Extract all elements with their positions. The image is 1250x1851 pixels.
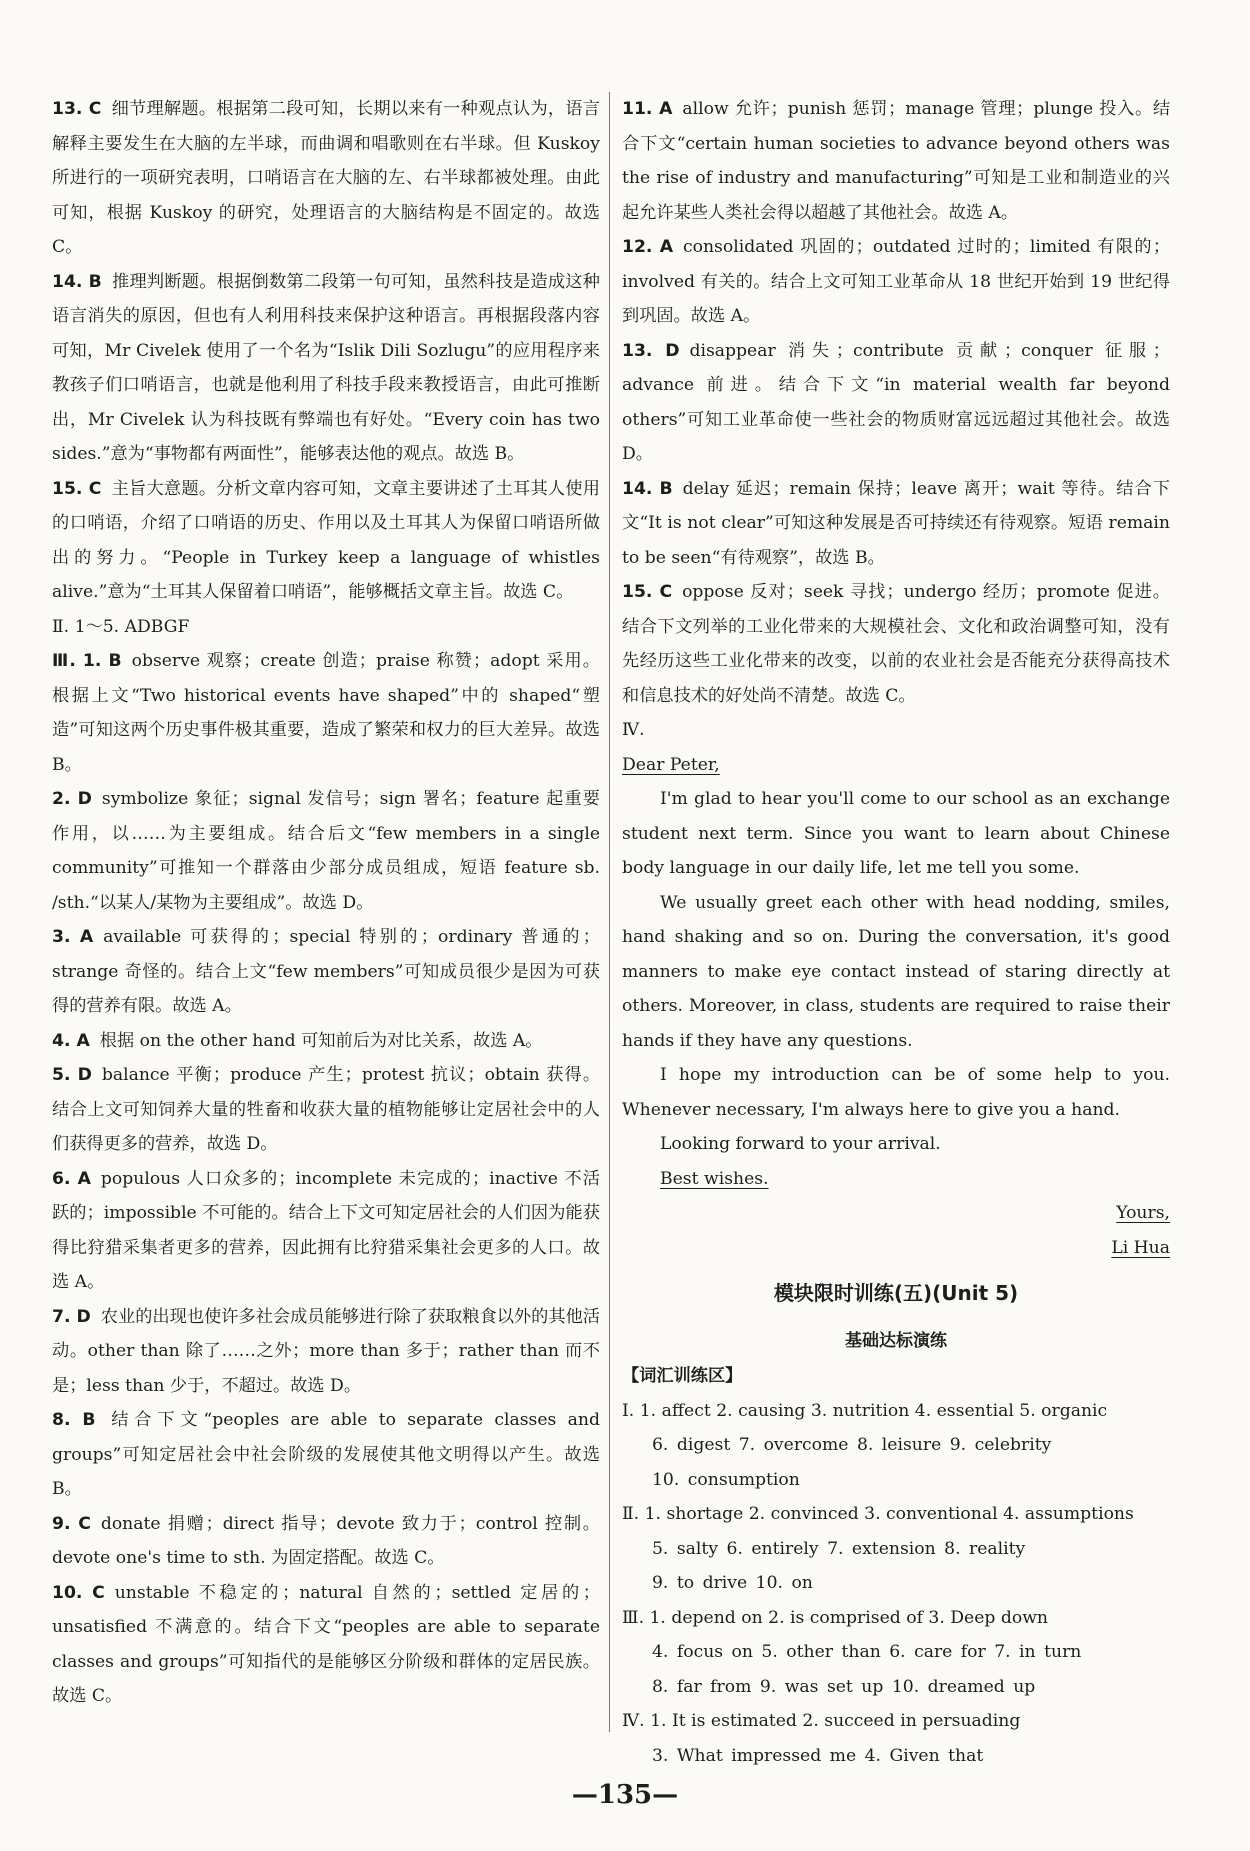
letter-paragraph: We usually greet each other with head nodding, smiles, hand shaking and so on. During the conversation, it's good manners to make eye contact instead of staring directly at others. Moreover, in class, students are required to raise their hands if they have any questions. (622, 892, 1170, 1051)
answer-item: 8. B 结合下文“peoples are able to separate classes and groups”可知定居社会中社会阶级的发展使其他文明得以产生。故选 B。 (52, 1410, 600, 1499)
vocab-answers: Ⅲ. 1. depend on 2. is comprised of 3. Deep down (622, 1607, 1048, 1628)
answer-item: 15. C oppose 反对；seek 寻找；undergo 经历；promote 促进。结合下文列举的工业化带来的大规模社会、文化和政治调整可知，没有先经历这些工业化带来的改变，以前的农业社会是否能充分获得高技术和信息技术的好处尚不清楚。故选 C。 (622, 582, 1170, 706)
letter-sign-off: Yours, (1116, 1203, 1170, 1223)
vocab-answers: 6. digest 7. overcome 8. leisure 9. celebrity (652, 1435, 1052, 1455)
answer-item: 15. C 主旨大意题。分析文章内容可知，文章主要讲述了土耳其人使用的口哨语，介绍了口哨语的历史、作用以及土耳其人为保留口哨语所做出的努力。“People in Turkey keep a language of whistles alive.”意为“土耳其人保留着口哨语”，能够概括文章主旨。故选 C。 (52, 478, 600, 602)
vocab-answers: 4. focus on 5. other than 6. care for 7. in turn (652, 1642, 1082, 1662)
answer-item: 13. D disappear 消失；contribute 贡献；conquer 征服；advance 前进。结合下文“in material wealth far beyond others”可知工业革命使一些社会的物质财富远远超过其他社会。故选 D。 (622, 340, 1170, 464)
answer-item: 6. A populous 人口众多的；incomplete 未完成的；inactive 不活跃的；impossible 不可能的。结合上下文可知定居社会的人们因为能获得比狩猎采集者更多的营养，因此拥有比狩猎采集社会更多的人口。故选 A。 (52, 1168, 600, 1292)
letter-signature: Li Hua (1111, 1237, 1170, 1258)
answer-item: 7. D 农业的出现也使许多社会成员能够进行除了获取粮食以外的其他活动。other than 除了……之外；more than 多于；rather than 而不是；less than 少于，不超过。故选 D。 (52, 1306, 600, 1396)
left-column (52, 92, 600, 1714)
letter-closing: Best wishes. (660, 1168, 769, 1189)
answer-item: 5. D balance 平衡；produce 产生；protest 抗议；obtain 获得。结合上文可知饲养大量的牲畜和收获大量的植物能够让定居社会中的人们获得更多的营养，故选 D。 (52, 1065, 601, 1154)
answer-item: 11. A allow 允许；punish 惩罚；manage 管理；plunge 投入。结合下文“certain human societies to advance beyond others was the rise of industry and manufacturing”可知是工业和制造业的兴起允许某些人类社会得以超越了其他社会。故选 A。 (622, 99, 1171, 223)
vocab-section-label: 【词汇训练区】 (622, 1366, 743, 1386)
letter-paragraph: Looking forward to your arrival. (660, 1134, 941, 1154)
vocab-answers: Ⅰ. 1. affect 2. causing 3. nutrition 4. essential 5. organic (622, 1400, 1108, 1421)
section-2-answers: Ⅱ. 1～5. ADBGF (52, 616, 190, 637)
answer-item: 13. C 细节理解题。根据第二段可知，长期以来有一种观点认为，语言解释主要发生在大脑的左半球，而曲调和唱歌则在右半球。但 Kuskoy 所进行的一项研究表明，口哨语言在大脑的左、右半球都被处理。由此可知，根据 Kuskoy 的研究，处理语言的大脑结构是不固定的。故选 C。 (52, 99, 600, 257)
right-column (622, 92, 1170, 1773)
answer-item: 9. C donate 捐赠；direct 指导；devote 致力于；control 控制。devote one's time to sth. 为固定搭配。故选 C。 (52, 1513, 600, 1568)
letter-paragraph: I hope my introduction can be of some help to you. Whenever necessary, I'm always here to give you a hand. (622, 1065, 1170, 1120)
answer-item: 10. C unstable 不稳定的；natural 自然的；settled 定居的；unsatisfied 不满意的。结合下文“peoples are able to separate classes and groups”可知指代的是能够区分阶级和群体的定居民族。故选 C。 (52, 1582, 600, 1706)
section-4-label: Ⅳ. (622, 720, 645, 740)
vocab-answers: 9. to drive 10. on (652, 1573, 813, 1593)
answer-item: Ⅲ. 1. B observe 观察；create 创造；praise 称赞；adopt 采用。根据上文“Two historical events have shaped”中的 shaped“塑造”可知这两个历史事件极其重要，造成了繁荣和权力的巨大差异。故选 B。 (52, 651, 600, 775)
vocab-answers: Ⅱ. 1. shortage 2. convinced 3. conventional 4. assumptions (622, 1504, 1134, 1524)
answer-item: 2. D symbolize 象征；signal 发信号；sign 署名；feature 起重要作用，以……为主要组成。结合后文“few members in a single community”可推知一个群落由少部分成员组成，短语 feature sb. /sth.“以某人/某物为主要组成”。故选 D。 (52, 789, 600, 913)
answer-item: 3. A available 可获得的；special 特别的；ordinary 普通的；strange 奇怪的。结合上文“few members”可知成员很少是因为可获得的营养有限。故选 A。 (52, 927, 600, 1016)
page-number: —135— (571, 1780, 679, 1810)
vocab-answers: 3. What impressed me 4. Given that (652, 1745, 984, 1766)
column-divider (609, 92, 610, 1732)
vocab-answers: 5. salty 6. entirely 7. extension 8. reality (652, 1538, 1026, 1559)
answer-item: 4. A 根据 on the other hand 可知前后为对比关系，故选 A。 (52, 1030, 543, 1051)
vocab-answers: Ⅳ. 1. It is estimated 2. succeed in persuading (622, 1711, 1021, 1731)
vocab-answers: 10. consumption (652, 1469, 800, 1490)
answer-item: 14. B delay 延迟；remain 保持；leave 离开；wait 等待。结合下文“It is not clear”可知这种发展是否可持续还有待观察。短语 remain to be seen“有待观察”，故选 B。 (622, 478, 1170, 568)
answer-item: 14. B 推理判断题。根据倒数第二段第一句可知，虽然科技是造成这种语言消失的原因，但也有人利用科技来保护这种语言。再根据段落内容可知，Mr Civelek 使用了一个名为“Islik Dili Sozlugu”的应用程序来教孩子们口哨语言，也就是他利用了科技手段来教授语言，由此可推断出，Mr Civelek 认为科技既有弊端也有好处。“Every coin has two sides.”意为“事物都有两面性”，能够表达他的观点。故选 B。 (52, 271, 600, 464)
vocab-answers: 8. far from 9. was set up 10. dreamed up (652, 1676, 1036, 1697)
module-title: 模块限时训练(五)(Unit 5) (773, 1281, 1019, 1305)
sub-title: 基础达标演练 (845, 1331, 947, 1351)
letter-paragraph: I'm glad to hear you'll come to our school as an exchange student next term. Since you want to learn about Chinese body language in our daily life, let me tell you some. (622, 789, 1170, 878)
answer-item: 12. A consolidated 巩固的；outdated 过时的；limited 有限的；involved 有关的。结合上文可知工业革命从 18 世纪开始到 19 世纪得到巩固。故选 A。 (622, 237, 1171, 326)
letter-greeting: Dear Peter, (622, 754, 720, 775)
